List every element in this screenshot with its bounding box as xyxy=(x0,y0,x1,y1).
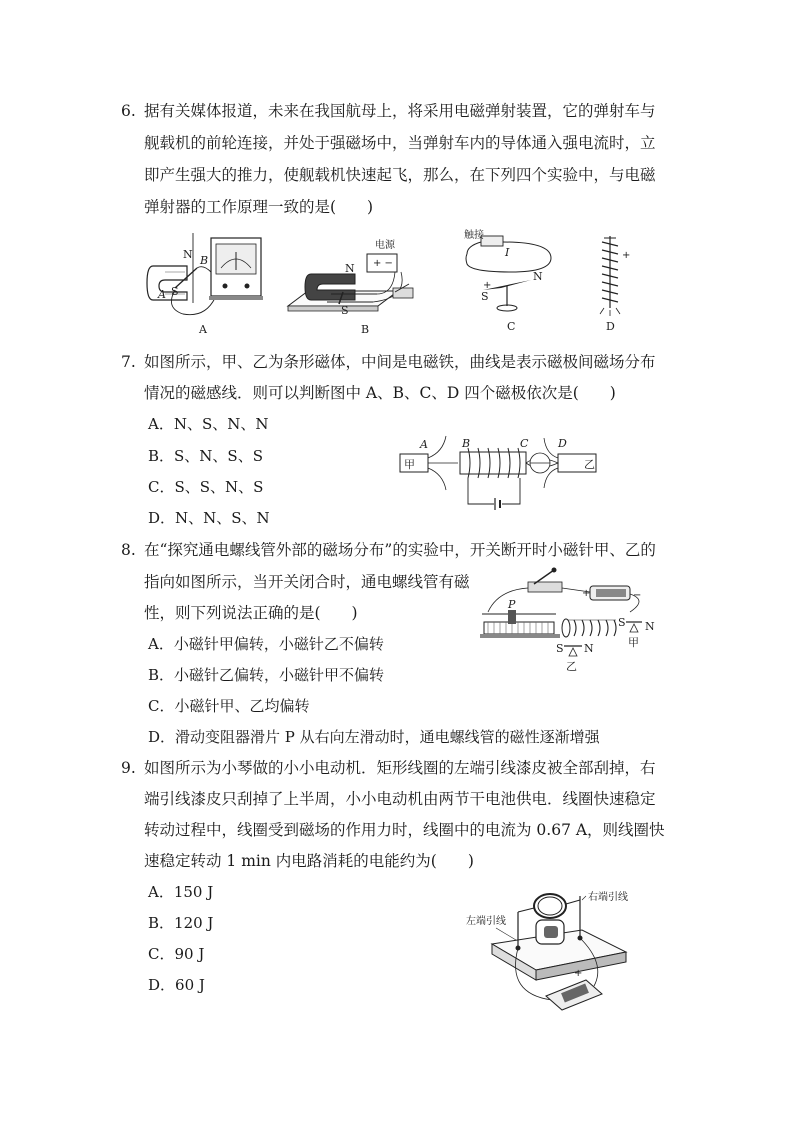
q9-fig-label-right-lead: 右端引线 xyxy=(588,892,628,903)
fig-b-label-s: S xyxy=(341,304,349,317)
fig-b-label-n: N xyxy=(345,262,355,275)
q7-figure xyxy=(398,432,598,512)
q8-line-2: 指向如图所示，当开关闭合时，通电螺线管有磁 xyxy=(144,573,470,591)
fig-c-label-n-plus: + xyxy=(483,280,492,291)
q7-option-a: A．N、S、N、N xyxy=(148,415,269,433)
q7-fig-label-d: D xyxy=(558,437,567,450)
fig-a-caption: A xyxy=(199,323,207,336)
q8-line-1: 在“探究通电螺线管外部的磁场分布”的实验中，开关断开时小磁针甲、乙的 xyxy=(144,541,656,559)
q8-option-a: A．小磁针甲偏转，小磁针乙不偏转 xyxy=(148,635,384,653)
q8-fig-yi-s: S xyxy=(556,642,564,655)
q8-fig-jia-s: S xyxy=(618,616,626,629)
q6-line-4: 弹射器的工作原理一致的是( ) xyxy=(144,198,374,216)
q7-fig-label-yi: 乙 xyxy=(584,458,595,471)
q9-fig-label-plus: + xyxy=(574,968,583,979)
q6-number: 6. xyxy=(121,102,136,120)
q8-figure xyxy=(478,566,678,676)
fig-a-label-b: B xyxy=(200,254,209,267)
q8-fig-label-p: P xyxy=(508,598,516,611)
q6-figure-b xyxy=(283,236,423,338)
q7-fig-label-a: A xyxy=(420,438,428,451)
q9-fig-label-left-lead: 左端引线 xyxy=(466,916,506,927)
q6-line-1: 据有关媒体报道，未来在我国航母上，将采用电磁弹射装置，它的弹射车与 xyxy=(144,102,656,120)
q9-line-2: 端引线漆皮只刮掉了上半周，小小电动机由两节干电池供电．线圈快速稳定 xyxy=(144,790,656,808)
fig-b-plusminus: + − xyxy=(373,258,393,269)
q6-figure-c xyxy=(461,228,561,338)
fig-b-caption: B xyxy=(361,323,370,336)
fig-c-label-s: S xyxy=(481,290,489,303)
q7-fig-label-c: C xyxy=(520,437,529,450)
q9-number: 9. xyxy=(121,759,136,777)
q7-number: 7. xyxy=(121,353,136,371)
q8-fig-jia-n: N xyxy=(645,620,655,633)
q9-option-d: D．60 J xyxy=(148,976,205,994)
q9-figure xyxy=(466,884,646,1024)
q8-number: 8. xyxy=(121,541,136,559)
q9-line-3: 转动过程中，线圈受到磁场的作用力时，线圈中的电流为 0.67 A，则线圈快 xyxy=(144,821,665,839)
fig-d-label-plus: + xyxy=(622,250,631,261)
fig-d-caption: D xyxy=(606,320,615,333)
fig-a-label-n: N xyxy=(183,248,193,261)
q8-fig-label-minus: − xyxy=(633,590,642,601)
q6-line-2: 舰载机的前轮连接，并处于强磁场中，当弹射车内的导体通入强电流时，立 xyxy=(144,134,656,152)
fig-c-label-n: N xyxy=(533,270,543,283)
q7-fig-label-b: B xyxy=(462,437,471,450)
q7-option-c: C．S、S、N、S xyxy=(148,478,264,496)
q7-line-1: 如图所示，甲、乙为条形磁体，中间是电磁铁，曲线是表示磁极间磁场分布 xyxy=(144,353,656,371)
q8-line-3: 性，则下列说法正确的是( ) xyxy=(144,604,358,622)
q8-option-d: D．滑动变阻器滑片 P 从右向左滑动时，通电螺线管的磁性逐渐增强 xyxy=(148,728,600,746)
q6-figure-a xyxy=(145,228,270,338)
q8-option-c: C．小磁针甲、乙均偏转 xyxy=(148,697,310,715)
q7-option-b: B．S、N、S、S xyxy=(148,447,263,465)
q9-line-4: 速稳定转动 1 min 内电路消耗的电能约为( ) xyxy=(144,852,474,870)
q8-option-b: B．小磁针乙偏转，小磁针甲不偏转 xyxy=(148,666,385,684)
q9-option-a: A．150 J xyxy=(148,883,214,901)
fig-c-label-contact: 触接 xyxy=(464,230,484,241)
fig-c-caption: C xyxy=(507,320,516,333)
q6-figure-d xyxy=(590,232,640,338)
fig-c-label-i: I xyxy=(505,246,510,259)
fig-a-label-a: A xyxy=(158,288,166,301)
q8-fig-label-jia: 甲 xyxy=(628,636,639,649)
q7-line-2: 情况的磁感线．则可以判断图中 A、B、C、D 四个磁极依次是( ) xyxy=(144,384,616,402)
fig-a-label-s: S xyxy=(171,285,179,298)
q7-fig-label-jia: 甲 xyxy=(404,458,415,471)
q9-option-c: C．90 J xyxy=(148,945,205,963)
q8-fig-label-plus: + xyxy=(582,588,591,599)
q6-line-3: 即产生强大的推力，使舰载机快速起飞，那么，在下列四个实验中，与电磁 xyxy=(144,166,656,184)
fig-b-label-source: 电源 xyxy=(375,240,395,251)
q8-fig-yi-n: N xyxy=(584,642,594,655)
q7-option-d: D．N、N、S、N xyxy=(148,509,270,527)
q8-fig-label-yi: 乙 xyxy=(566,660,577,673)
q9-option-b: B．120 J xyxy=(148,914,214,932)
q9-line-1: 如图所示为小琴做的小小电动机．矩形线圈的左端引线漆皮被全部刮掉，右 xyxy=(144,759,656,777)
